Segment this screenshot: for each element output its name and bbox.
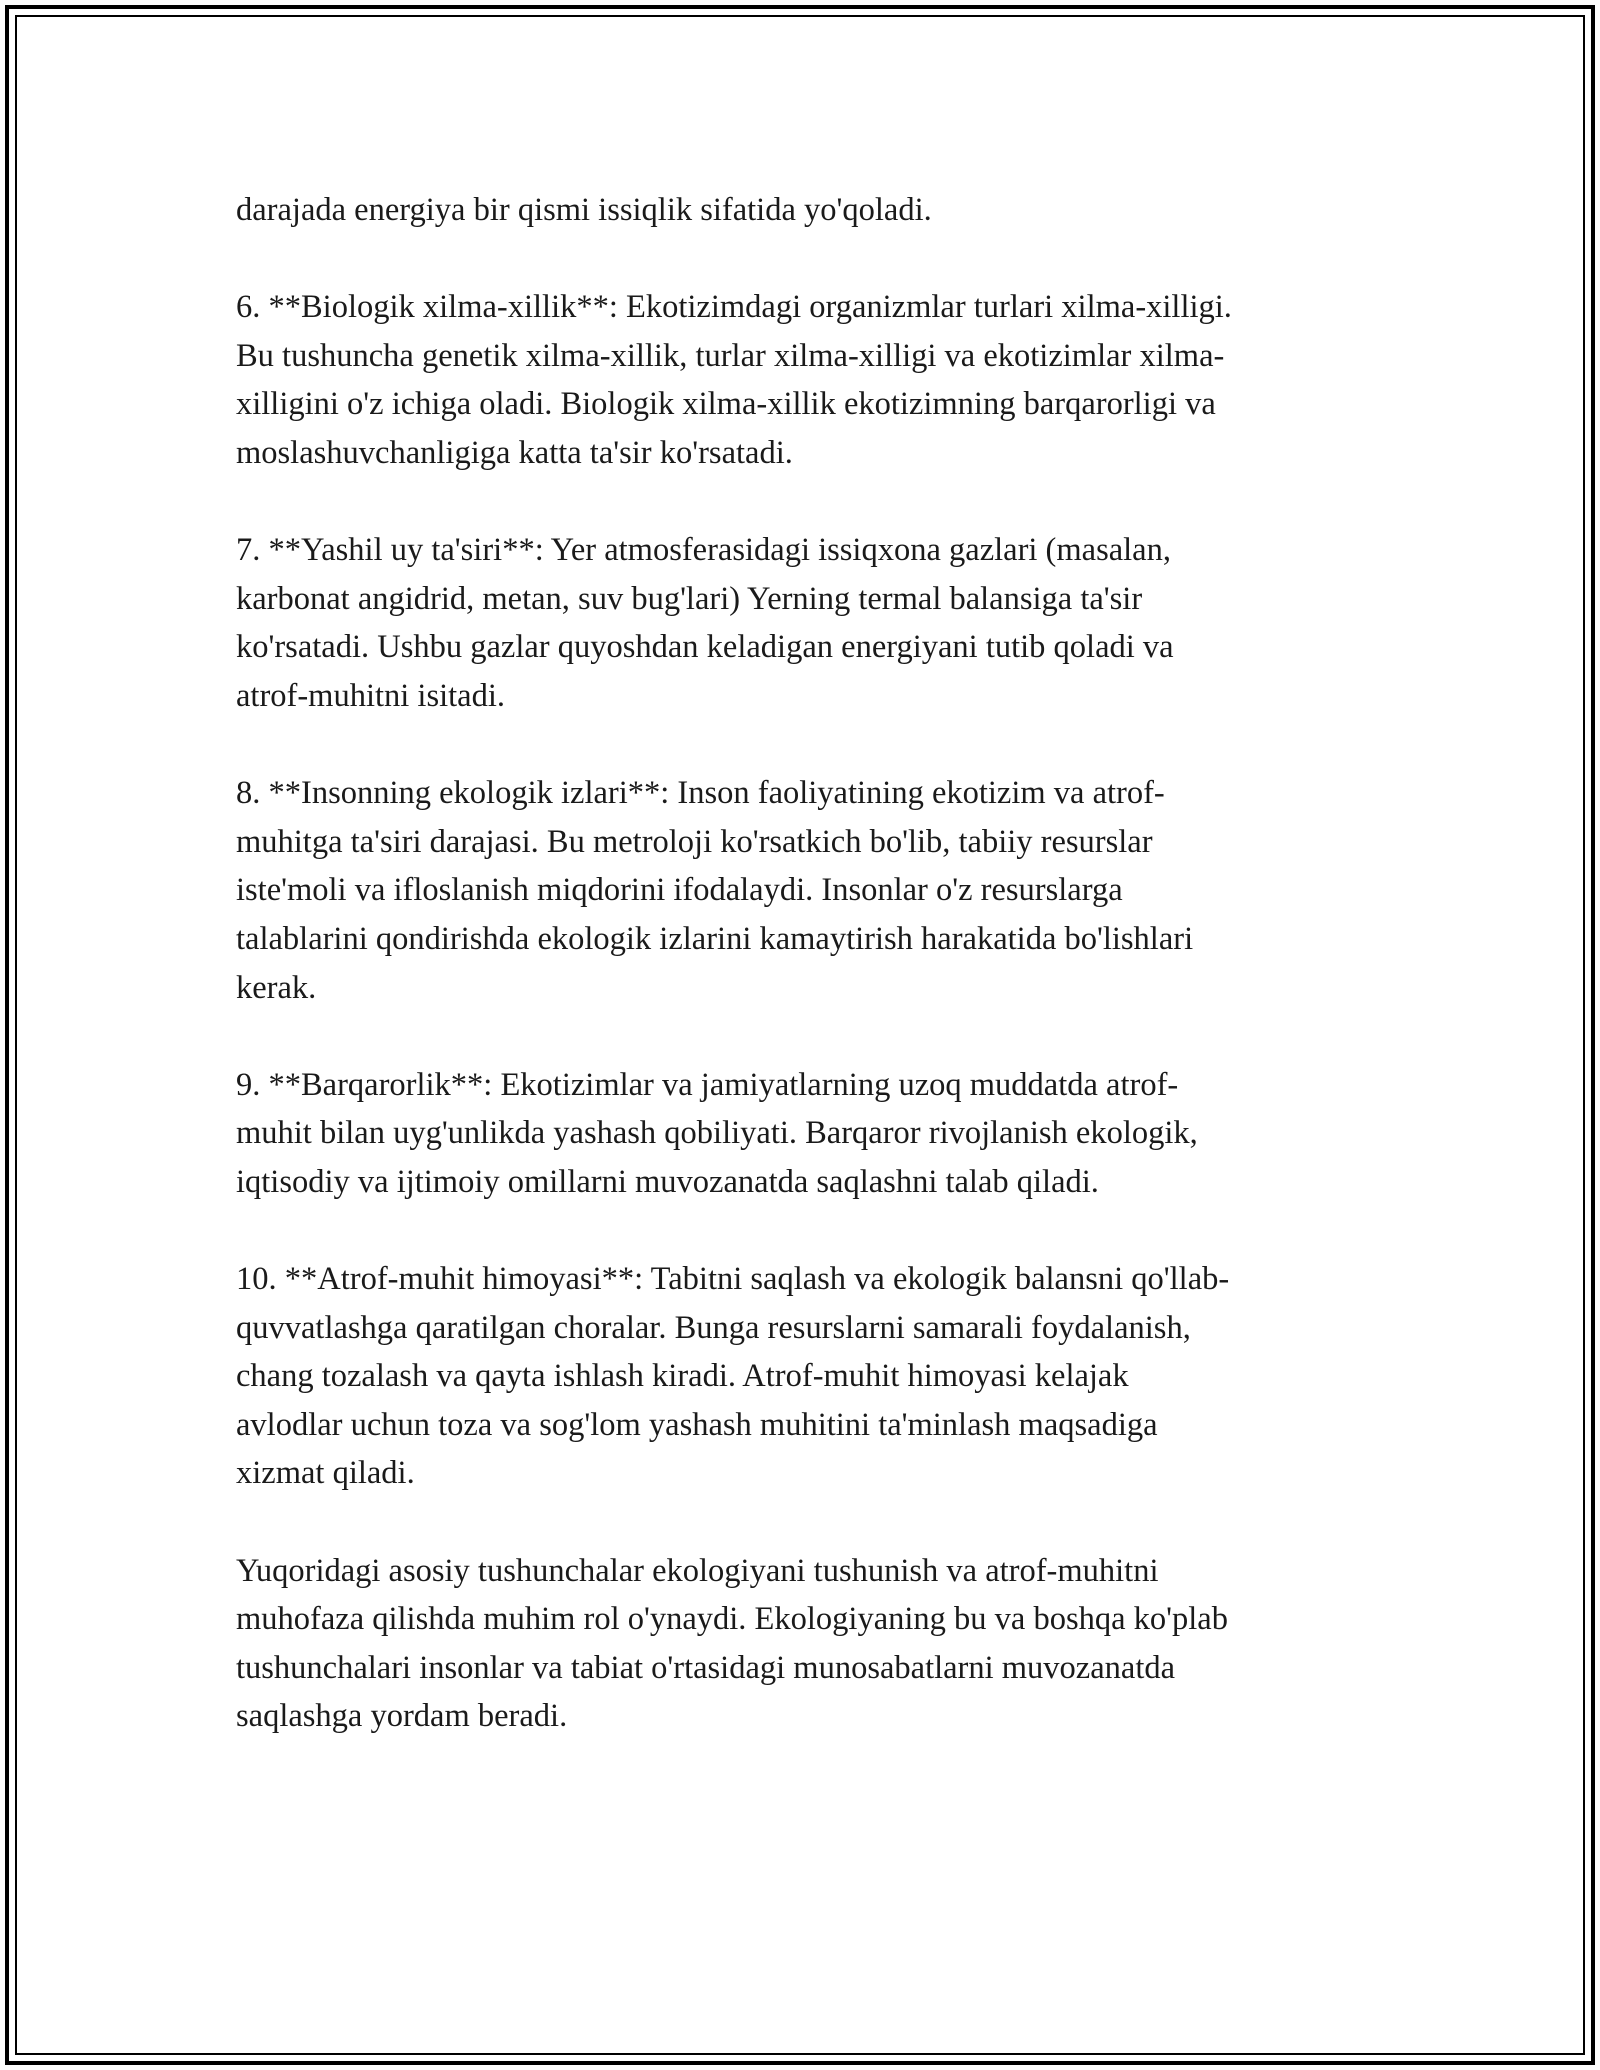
paragraph-biologik-xilma-xillik	[236, 283, 1366, 477]
paragraph-yashil-uy-tasiri	[236, 526, 1366, 720]
paragraph-continuation	[236, 186, 1366, 235]
text-line: muhit bilan uyg'unlikda yashash qobiliyati. Barqaror rivojlanish ekologik,	[236, 1115, 1198, 1152]
text-line: xilligini o'z ichiga oladi. Biologik xilma-xillik ekotizimning barqarorligi va	[236, 386, 1216, 423]
text-line: atrof-muhitni isitadi.	[236, 677, 505, 714]
paragraph-conclusion	[236, 1547, 1366, 1741]
text-line: Yuqoridagi asosiy tushunchalar ekologiyani tushunish va atrof-muhitni	[236, 1552, 1159, 1589]
text-line: chang tozalash va qayta ishlash kiradi. Atrof-muhit himoyasi kelajak	[236, 1358, 1129, 1395]
document-body	[236, 186, 1366, 1790]
text-line: darajada energiya bir qismi issiqlik sifatida yo'qoladi.	[236, 192, 932, 228]
text-line: 9. **Barqarorlik**: Ekotizimlar va jamiyatlarning uzoq muddatda atrof-	[236, 1066, 1179, 1103]
text-line: 6. **Biologik xilma-xillik**: Ekotizimdagi organizmlar turlari xilma-xilligi.	[236, 289, 1232, 326]
text-line: iqtisodiy va ijtimoiy omillarni muvozanatda saqlashni talab qiladi.	[236, 1163, 1099, 1200]
paragraph-barqarorlik	[236, 1061, 1366, 1207]
text-line: xizmat qiladi.	[236, 1455, 415, 1492]
text-line: Bu tushuncha genetik xilma-xillik, turlar xilma-xilligi va ekotizimlar xilma-	[236, 337, 1225, 374]
text-line: saqlashga yordam beradi.	[236, 1698, 568, 1735]
text-line: 7. **Yashil uy ta'siri**: Yer atmosferasidagi issiqxona gazlari (masalan,	[236, 532, 1171, 569]
paragraph-ekologik-izlari	[236, 769, 1366, 1012]
text-line: ko'rsatadi. Ushbu gazlar quyoshdan keladigan energiyani tutib qoladi va	[236, 629, 1174, 666]
text-line: iste'moli va ifloslanish miqdorini ifodalaydi. Insonlar o'z resurslarga	[236, 872, 1123, 909]
text-line: 10. **Atrof-muhit himoyasi**: Tabitni saqlash va ekologik balansni qo'llab-	[236, 1261, 1230, 1298]
text-line: muhitga ta'siri darajasi. Bu metroloji ko'rsatkich bo'lib, tabiiy resurslar	[236, 823, 1153, 860]
text-line: karbonat angidrid, metan, suv bug'lari) Yerning termal balansiga ta'sir	[236, 580, 1143, 617]
text-line: quvvatlashga qaratilgan choralar. Bunga resurslarni samarali foydalanish,	[236, 1309, 1191, 1346]
text-line: moslashuvchanligiga katta ta'sir ko'rsatadi.	[236, 434, 793, 471]
paragraph-atrof-muhit-himoyasi	[236, 1255, 1366, 1498]
text-line: 8. **Insonning ekologik izlari**: Inson faoliyatining ekotizim va atrof-	[236, 775, 1165, 812]
text-line: muhofaza qilishda muhim rol o'ynaydi. Ekologiyaning bu va boshqa ko'plab	[236, 1601, 1228, 1638]
text-line: tushunchalari insonlar va tabiat o'rtasidagi munosabatlarni muvozanatda	[236, 1649, 1176, 1686]
text-line: kerak.	[236, 969, 317, 1006]
text-line: talablarini qondirishda ekologik izlarini kamaytirish harakatida bo'lishlari	[236, 920, 1194, 957]
text-line: avlodlar uchun toza va sog'lom yashash muhitini ta'minlash maqsadiga	[236, 1406, 1158, 1443]
